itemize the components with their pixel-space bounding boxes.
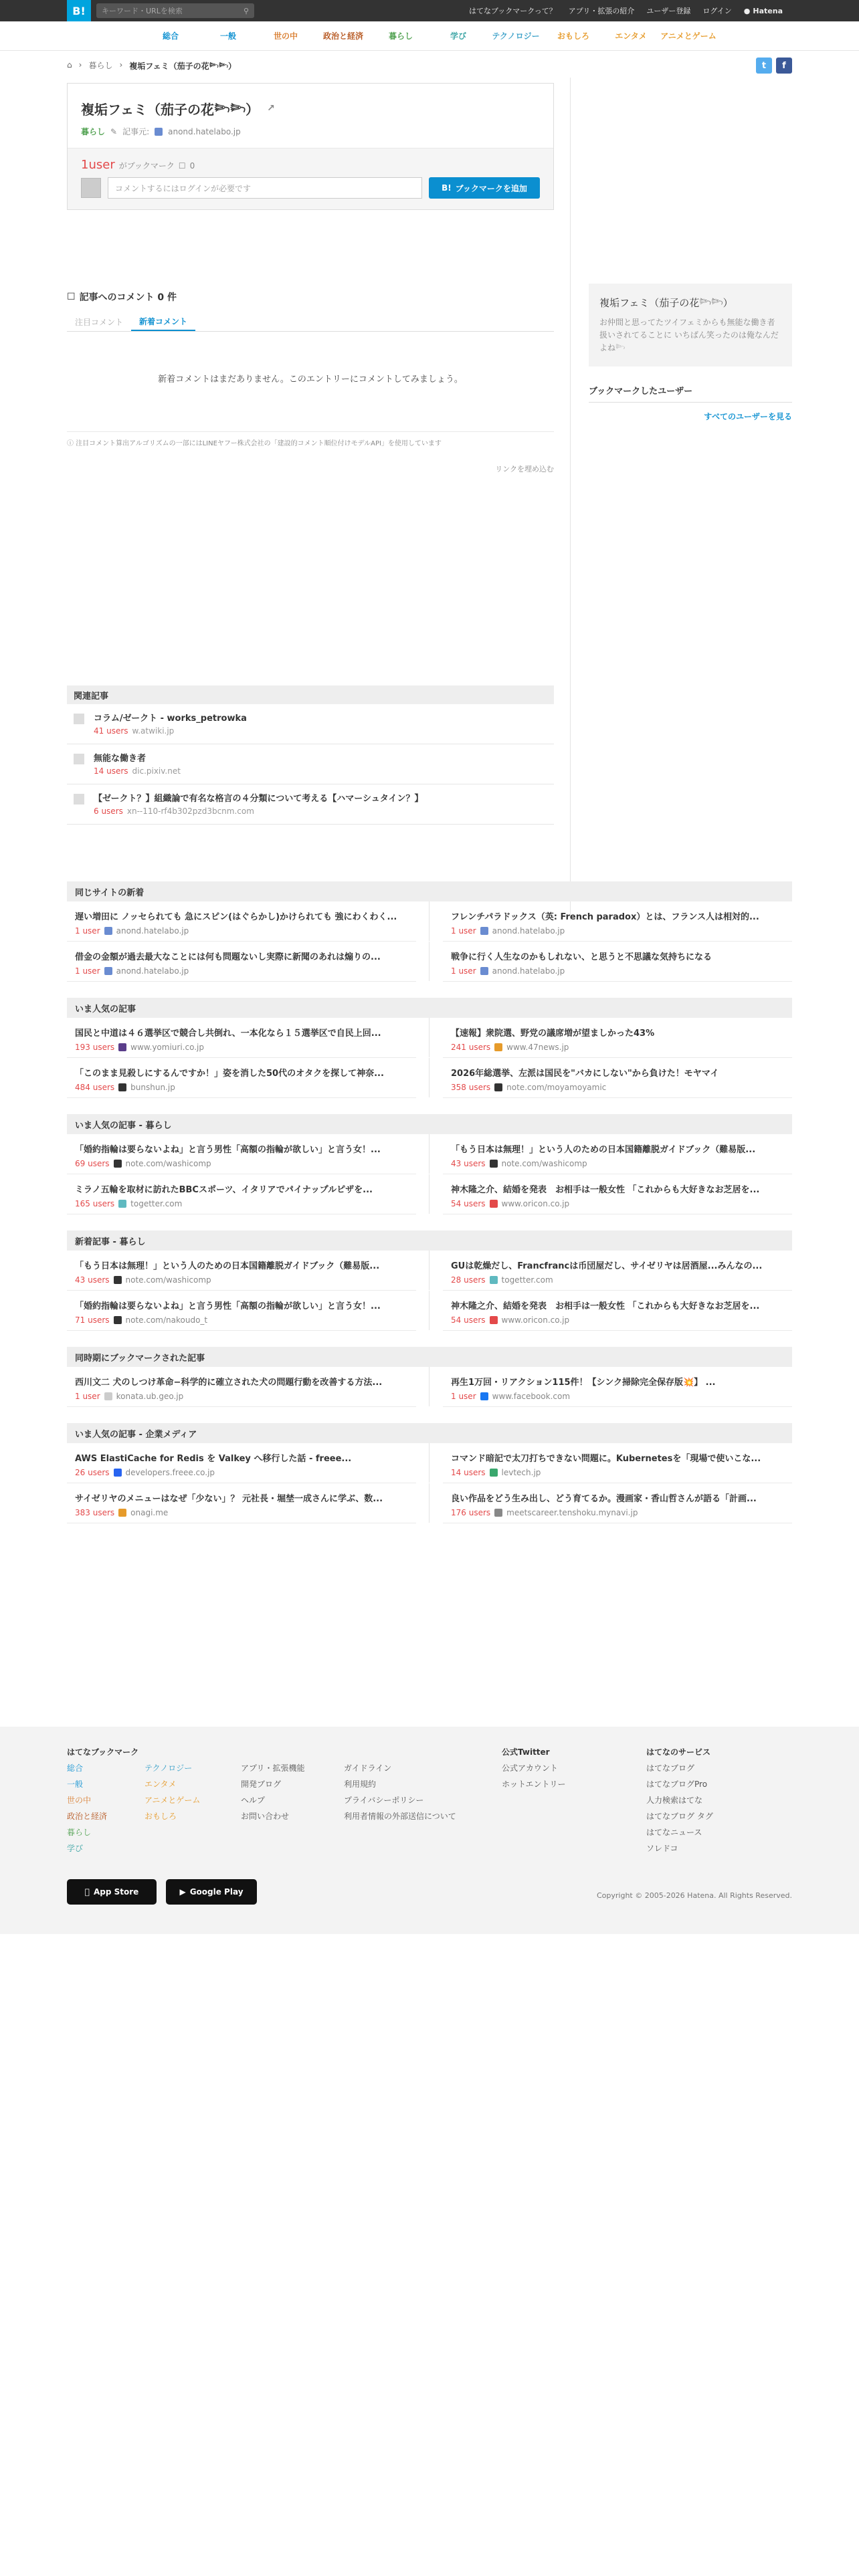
- category-link[interactable]: 学び: [450, 31, 466, 41]
- empty-comments-message: 新着コメントはまだありません。このエントリーにコメントしてみましょう。: [158, 374, 463, 385]
- comment-count: 0: [189, 161, 195, 171]
- article-users[interactable]: 54 users: [451, 1315, 486, 1325]
- tab-popular-comments[interactable]: 注目コメント: [75, 318, 124, 327]
- article-title[interactable]: 【速報】衆院選、野党の議席増が望ましかった43%: [451, 1029, 655, 1039]
- section-title: いま人気の記事 - 暮らし: [67, 1114, 792, 1134]
- footer-link[interactable]: ソレドコ: [646, 1844, 678, 1853]
- article-domain: note.com/washicomp: [125, 1159, 211, 1168]
- site-favicon-icon: [480, 967, 488, 975]
- article-item[interactable]: [443, 1134, 792, 1174]
- footer-link[interactable]: エンタメ: [145, 1780, 177, 1789]
- edit-icon[interactable]: ✎: [110, 126, 118, 136]
- hatena-brand-icon: ●: [743, 6, 751, 15]
- article-users[interactable]: 43 users: [451, 1159, 486, 1168]
- site-favicon-icon: [480, 1392, 488, 1400]
- article-item[interactable]: [443, 1367, 792, 1407]
- related-item-domain: w.atwiki.jp: [132, 726, 175, 736]
- site-favicon-icon: [104, 1392, 112, 1400]
- login-link[interactable]: ログイン: [702, 7, 732, 15]
- summary-title: 複垢フェミ（茄子の花𓆸𓆸）: [599, 297, 733, 309]
- related-thumbnail-icon: [74, 714, 84, 724]
- article-title[interactable]: 神木隆之介、結婚を発表 お相手は一般女性 「これからも大好きなお芝居を...: [451, 1301, 760, 1311]
- article-meta: [75, 1083, 408, 1092]
- entry-summary: [589, 284, 792, 366]
- about-link[interactable]: はてなブックマークって？: [468, 7, 557, 15]
- article-item[interactable]: [443, 1058, 792, 1098]
- site-favicon-icon: [494, 1043, 502, 1051]
- comment-icon: ☐: [67, 292, 76, 302]
- search-input[interactable]: [96, 3, 254, 18]
- site-favicon-icon: [494, 1509, 502, 1517]
- footer-link[interactable]: 人力検索はてな: [646, 1796, 703, 1805]
- bookmark-icon: B!: [442, 183, 452, 193]
- related-item-users[interactable]: 14 users: [94, 766, 128, 776]
- article-meta: [75, 926, 408, 936]
- article-item[interactable]: [67, 1018, 416, 1058]
- article-title[interactable]: 借金の金額が過去最大なことには何も問題ないし実際に新聞のあれは煽りの...: [75, 952, 381, 962]
- article-meta: [75, 1468, 408, 1477]
- article-item[interactable]: [443, 1251, 792, 1291]
- article-users[interactable]: 484 users: [75, 1083, 115, 1092]
- category-link[interactable]: アニメとゲーム: [660, 31, 717, 41]
- footer-link[interactable]: 一般: [67, 1780, 84, 1789]
- section-title: いま人気の記事: [67, 998, 792, 1018]
- related-item[interactable]: [67, 784, 554, 825]
- twitter-share-icon[interactable]: t: [756, 58, 772, 74]
- article-title[interactable]: コマンド暗記で太刀打ちできない問題に。Kubernetesを「現場で使いこな...: [451, 1454, 761, 1464]
- article-title[interactable]: ミラノ五輪を取材に訪れたBBCスポーツ、イタリアでパイナップルピザを...: [75, 1185, 373, 1195]
- article-domain: note.com/washicomp: [501, 1159, 587, 1168]
- top-bar: [0, 0, 859, 21]
- article-title[interactable]: 戦争に行く人生なのかもしれない、と思うと不思議な気持ちになる: [451, 952, 712, 962]
- apple-icon: [85, 1887, 90, 1897]
- article-domain: onagi.me: [130, 1508, 169, 1517]
- footer-bookmark-head: はてなブックマーク: [67, 1747, 139, 1757]
- site-favicon-icon: [118, 1083, 126, 1091]
- related-item-domain: dic.pixiv.net: [132, 766, 181, 776]
- article-users[interactable]: 1 user: [451, 1392, 476, 1401]
- search-icon[interactable]: ⚲: [243, 6, 249, 15]
- article-meta: [451, 1199, 784, 1208]
- entry-page: [67, 51, 792, 920]
- article-title[interactable]: GUは乾燥だし、Francfrancは币団屋だし、サイゼリヤは居酒屋...みんなの...: [451, 1261, 763, 1271]
- site-favicon-icon: [104, 967, 112, 975]
- article-meta: [75, 1392, 408, 1401]
- footer-link[interactable]: 開発ブログ: [241, 1780, 282, 1789]
- article-domain: togetter.com: [501, 1275, 553, 1285]
- footer-twitter: [502, 1744, 566, 1792]
- sidebar: [589, 83, 792, 422]
- article-domain: anond.hatelabo.jp: [492, 926, 565, 936]
- article-title[interactable]: 「婚約指輪は要らないよね」と言う男性「高額の指輪が欲しい」と言う女！...: [75, 1301, 381, 1311]
- article-users[interactable]: 165 users: [75, 1199, 115, 1208]
- footer-policy-links: [344, 1760, 456, 1824]
- article-users[interactable]: 71 users: [75, 1315, 110, 1325]
- article-domain: anond.hatelabo.jp: [116, 926, 189, 936]
- footer-link[interactable]: はてなニュース: [646, 1828, 702, 1837]
- copyright: Copyright © 2005-2026 Hatena. All Rights Reserved.: [596, 1891, 792, 1900]
- article-users[interactable]: 193 users: [75, 1043, 115, 1052]
- footer-link[interactable]: 世の中: [67, 1796, 92, 1805]
- article-domain: www.oricon.co.jp: [501, 1199, 570, 1208]
- article-users[interactable]: 383 users: [75, 1508, 115, 1517]
- article-meta: [451, 1468, 784, 1477]
- footer-categories: [67, 1744, 138, 1856]
- article-meta: [451, 1508, 784, 1517]
- hatena-logo[interactable]: ● Hatena: [743, 6, 783, 15]
- article-domain: anond.hatelabo.jp: [492, 966, 565, 976]
- related-item-meta: [94, 726, 247, 736]
- article-item[interactable]: [67, 1443, 416, 1483]
- article-users[interactable]: 26 users: [75, 1468, 110, 1477]
- article-title[interactable]: 再生1万回・リアクション115件！【シンク掃除完全保存版💥】 ...: [451, 1378, 716, 1388]
- breadcrumb-current: 複垢フェミ（茄子の花𓆸𓆸）: [129, 62, 236, 71]
- site-favicon-icon: [494, 1083, 502, 1091]
- article-item[interactable]: [67, 1058, 416, 1098]
- site-favicon-icon: [114, 1469, 122, 1477]
- article-domain: note.com/nakoudo_t: [125, 1315, 208, 1325]
- info-icon: ⓘ: [67, 440, 74, 447]
- register-link[interactable]: ユーザー登録: [646, 7, 691, 15]
- section-title: いま人気の記事 - 企業メディア: [67, 1423, 792, 1443]
- section-grid: [67, 1251, 792, 1331]
- footer-link[interactable]: はてなブログ: [646, 1763, 695, 1773]
- breadcrumb-sep-icon: ›: [119, 60, 123, 70]
- site-favicon-icon: [490, 1276, 498, 1284]
- comments-section: [67, 290, 554, 474]
- article-domain: www.47news.jp: [506, 1043, 569, 1052]
- related-item-title[interactable]: 無能な働き者: [94, 754, 147, 764]
- site-favicon-icon: [118, 1509, 126, 1517]
- footer-link[interactable]: はてなブログPro: [646, 1780, 708, 1789]
- footer-link[interactable]: ヘルプ: [241, 1796, 266, 1805]
- section-grid: [67, 1367, 792, 1407]
- footer: [0, 1727, 859, 1934]
- article-item[interactable]: [67, 1251, 416, 1291]
- article-meta: [451, 1275, 784, 1285]
- article-users[interactable]: 1 user: [75, 926, 100, 936]
- article-domain: anond.hatelabo.jp: [116, 966, 189, 976]
- comment-input[interactable]: コメントするにはログインが必要です: [108, 177, 422, 199]
- article-domain: levtech.jp: [501, 1468, 541, 1477]
- category-link[interactable]: 一般: [219, 31, 236, 41]
- footer-link[interactable]: 公式アカウント: [502, 1763, 558, 1773]
- article-users[interactable]: 1 user: [451, 926, 476, 936]
- site-favicon-icon: [490, 1316, 498, 1324]
- site-favicon-icon: [480, 927, 488, 935]
- site-favicon-icon: [490, 1200, 498, 1208]
- comments-title: ☐ 記事へのコメント 0 件: [67, 292, 177, 303]
- article-meta: [75, 1043, 408, 1052]
- site-favicon-icon: [104, 927, 112, 935]
- article-item[interactable]: [67, 1483, 416, 1523]
- article-title[interactable]: 良い作品をどう生み出し、どう育てるか。漫画家・香山哲さんが語る「計画...: [451, 1494, 757, 1504]
- article-meta: [451, 1043, 784, 1052]
- article-meta: [451, 1392, 784, 1401]
- article-title[interactable]: 神木隆之介、結婚を発表 お相手は一般女性 「これからも大好きなお芝居を...: [451, 1185, 760, 1195]
- article-title[interactable]: AWS ElastiCache for Redis を Valkey へ移行した話 - freee...: [75, 1454, 352, 1464]
- category-link[interactable]: 世の中: [273, 31, 298, 41]
- article-domain: note.com/washicomp: [125, 1275, 211, 1285]
- summary-text: お仲間と思ってたツイフェミからも無能な働き者扱いされてることに いちばん笑ったのは俺なんだよね𓆸: [599, 318, 779, 352]
- related-title: 関連記事: [67, 685, 554, 704]
- category-link[interactable]: テクノロジー: [492, 31, 540, 41]
- all-users-link[interactable]: すべてのユーザーを見る: [704, 412, 792, 421]
- article-title[interactable]: 「もう日本は無理！」という人のための日本国籍離脱ガイドブック（難易版...: [75, 1261, 380, 1271]
- footer-link[interactable]: おもしろ: [145, 1812, 177, 1821]
- footer-link[interactable]: ガイドライン: [344, 1763, 392, 1773]
- article-domain: togetter.com: [130, 1199, 183, 1208]
- article-title[interactable]: 国民と中道は４６選挙区で競合し共倒れ、一本化なら１５選挙区で自民上回...: [75, 1029, 381, 1039]
- section-title: 同じサイトの新着: [67, 881, 792, 901]
- related-item-title[interactable]: 【ゼークト？】組織論で有名な格言の４分類について考える【ハマーシュタイン？】: [94, 794, 423, 804]
- algorithm-note: ⓘ 注目コメント算出アルゴリズムの一部にはLINEヤフー株式会社の「建設的コメント順位付けモデルAPI」を使用しています: [67, 431, 554, 447]
- apps-link[interactable]: アプリ・拡張の紹介: [568, 7, 635, 15]
- share-buttons: [756, 58, 792, 74]
- site-favicon-icon: [490, 1160, 498, 1168]
- article-item[interactable]: [443, 1291, 792, 1331]
- google-play-button[interactable]: ▶ Google Play: [166, 1879, 257, 1905]
- article-item[interactable]: [67, 942, 416, 982]
- article-item[interactable]: [67, 1367, 416, 1407]
- article-item[interactable]: [443, 1443, 792, 1483]
- footer-link[interactable]: 総合: [67, 1763, 84, 1773]
- site-favicon-icon: [114, 1160, 122, 1168]
- entry-domain[interactable]: anond.hatelabo.jp: [168, 126, 241, 136]
- footer-links: [241, 1760, 305, 1824]
- tab-new-comments[interactable]: 新着コメント: [131, 313, 195, 331]
- article-title[interactable]: 「もう日本は無理！」という人のための日本国籍離脱ガイドブック（難易版...: [451, 1145, 756, 1155]
- related-thumbnail-icon: [74, 754, 84, 764]
- entry-category[interactable]: 暮らし: [81, 127, 106, 136]
- article-item[interactable]: [443, 1483, 792, 1523]
- related-section: [67, 685, 554, 825]
- footer-link[interactable]: 学び: [67, 1844, 84, 1853]
- article-title[interactable]: フレンチパラドックス（英: French paradox）とは、フランス人は相対的...: [451, 912, 759, 922]
- related-item-meta: [94, 766, 181, 776]
- bookmark-count: 1user がブックマーク ☐ 0: [81, 158, 195, 172]
- breadcrumb: [67, 51, 792, 79]
- section-grid: [67, 1443, 792, 1523]
- article-domain: www.facebook.com: [492, 1392, 571, 1401]
- embed-link[interactable]: リンクを埋め込む: [495, 465, 554, 473]
- footer-link[interactable]: アニメとゲーム: [145, 1796, 201, 1805]
- article-title[interactable]: 西川文二 犬のしつけ革命−科学的に確立された犬の問題行動を改善する方法...: [75, 1378, 383, 1388]
- site-favicon-icon: [118, 1043, 126, 1051]
- article-users[interactable]: 1 user: [75, 1392, 100, 1401]
- article-item[interactable]: [443, 1018, 792, 1058]
- top-links: [469, 5, 783, 16]
- category-link[interactable]: 総合: [162, 31, 179, 41]
- related-thumbnail-icon: [74, 794, 84, 804]
- article-users[interactable]: 14 users: [451, 1468, 486, 1477]
- footer-services-head: はてなのサービス: [646, 1747, 711, 1757]
- article-domain: bunshun.jp: [130, 1083, 175, 1092]
- related-item[interactable]: [67, 744, 554, 784]
- section-grid: [67, 1134, 792, 1214]
- article-domain: www.oricon.co.jp: [501, 1315, 570, 1325]
- source-label: 記事元:: [122, 127, 150, 136]
- site-favicon-icon: [114, 1316, 122, 1324]
- column-divider: [570, 78, 571, 920]
- article-users[interactable]: 176 users: [451, 1508, 491, 1517]
- related-item-domain: xn--110-rf4b302pzd3bcnm.com: [126, 807, 254, 816]
- article-users[interactable]: 1 user: [451, 966, 476, 976]
- avatar: [81, 178, 101, 198]
- comment-tabs: [67, 313, 554, 332]
- section-title: 新着記事 - 暮らし: [67, 1230, 792, 1251]
- article-meta: [451, 1315, 784, 1325]
- article-meta: [75, 966, 408, 976]
- article-users[interactable]: 69 users: [75, 1159, 110, 1168]
- hatena-bookmark-logo[interactable]: B!: [67, 0, 91, 21]
- footer-categories-2: [145, 1760, 200, 1824]
- entry-title[interactable]: 複垢フェミ（茄子の花𓆸𓆸） ↗: [81, 102, 275, 118]
- site-favicon: [155, 128, 163, 136]
- article-users[interactable]: 1 user: [75, 966, 100, 976]
- article-meta: [75, 1508, 408, 1517]
- site-favicon-icon: [114, 1276, 122, 1284]
- home-icon[interactable]: ⌂: [67, 60, 72, 70]
- footer-link[interactable]: ホットエントリー: [502, 1780, 566, 1789]
- article-title[interactable]: サイゼリヤのメニューはなぜ「少ない」？ 元社長・堀埜一成さんに学ぶ、数...: [75, 1494, 383, 1504]
- facebook-share-icon[interactable]: f: [776, 58, 792, 74]
- article-item[interactable]: [67, 1134, 416, 1174]
- article-domain: note.com/moyamoyamic: [506, 1083, 607, 1092]
- article-title[interactable]: 遅い増田に ノッセられても 急にスピン(はぐらかし)かけられても 強にわくわく...: [75, 912, 397, 922]
- related-item-title[interactable]: コラム/ゼークト - works_petrowka: [94, 714, 247, 724]
- category-link[interactable]: エンタメ: [615, 31, 647, 41]
- article-meta: [451, 926, 784, 936]
- article-meta: [75, 1315, 408, 1325]
- breadcrumb-sep-icon: ›: [78, 60, 82, 70]
- section-grid: [67, 901, 792, 982]
- article-sections: [67, 881, 792, 1539]
- add-bookmark-button[interactable]: B! ブックマークを追加: [429, 177, 540, 199]
- article-title[interactable]: 「このまま見殺しにするんですか！」姿を消した50代のオタクを探して神奈...: [75, 1069, 384, 1079]
- article-meta: [75, 1199, 408, 1208]
- site-favicon-icon: [490, 1469, 498, 1477]
- article-meta: [451, 1083, 784, 1092]
- footer-link[interactable]: 暮らし: [67, 1828, 92, 1837]
- breadcrumb-category[interactable]: 暮らし: [88, 60, 113, 70]
- section-title: 同時期にブックマークされた記事: [67, 1347, 792, 1367]
- related-item-users[interactable]: 6 users: [94, 807, 123, 816]
- article-users[interactable]: 358 users: [451, 1083, 491, 1092]
- article-item[interactable]: [67, 1291, 416, 1331]
- entry-meta: [81, 126, 540, 137]
- article-item[interactable]: [443, 901, 792, 942]
- article-item[interactable]: [443, 942, 792, 982]
- related-item-users[interactable]: 41 users: [94, 726, 128, 736]
- article-meta: [75, 1159, 408, 1168]
- article-domain: konata.ub.geo.jp: [116, 1392, 184, 1401]
- article-item[interactable]: [67, 901, 416, 942]
- bookmark-users[interactable]: 1user: [81, 158, 115, 172]
- comment-icon: ☐: [178, 161, 186, 171]
- article-users[interactable]: 241 users: [451, 1043, 491, 1052]
- footer-link[interactable]: 利用規約: [344, 1780, 377, 1789]
- article-domain: www.yomiuri.co.jp: [130, 1043, 204, 1052]
- article-users[interactable]: 54 users: [451, 1199, 486, 1208]
- related-item[interactable]: [67, 704, 554, 744]
- article-domain: developers.freee.co.jp: [125, 1468, 215, 1477]
- site-favicon-icon: [118, 1200, 126, 1208]
- footer-link[interactable]: 利用者情報の外部送信について: [344, 1812, 456, 1821]
- external-link-icon[interactable]: ↗: [267, 102, 275, 114]
- footer-link[interactable]: アプリ・拡張機能: [241, 1763, 305, 1773]
- footer-link[interactable]: はてなブログ タグ: [646, 1812, 713, 1821]
- article-users[interactable]: 28 users: [451, 1275, 486, 1285]
- category-nav: [0, 21, 859, 51]
- category-link[interactable]: おもしろ: [557, 31, 589, 41]
- entry-card: [67, 83, 554, 210]
- related-item-meta: [94, 807, 423, 816]
- article-title[interactable]: 「婚約指輪は要らないよね」と言う男性「高額の指輪が欲しい」と言う女！...: [75, 1145, 381, 1155]
- article-title[interactable]: 2026年総選挙、左派は国民を"バカにしない"から負けた！モヤマイ: [451, 1069, 719, 1079]
- footer-link[interactable]: 政治と経済: [67, 1812, 108, 1821]
- search-placeholder: キーワード・URLを検索: [102, 7, 183, 15]
- footer-services: [646, 1744, 713, 1856]
- article-item[interactable]: [443, 1174, 792, 1214]
- article-domain: meetscareer.tenshoku.mynavi.jp: [506, 1508, 638, 1517]
- bookmark-users-title: ブックマークしたユーザー: [589, 384, 792, 403]
- article-meta: [451, 1159, 784, 1168]
- category-link[interactable]: 暮らし: [388, 31, 413, 41]
- footer-link[interactable]: お問い合わせ: [241, 1812, 290, 1821]
- article-meta: [451, 966, 784, 976]
- footer-link[interactable]: プライバシーポリシー: [344, 1796, 424, 1805]
- play-icon: ▶: [179, 1887, 186, 1897]
- category-link[interactable]: 政治と経済: [322, 31, 363, 41]
- article-item[interactable]: [67, 1174, 416, 1214]
- main-column: [67, 83, 554, 825]
- section-grid: [67, 1018, 792, 1098]
- app-store-button[interactable]: App Store: [67, 1879, 157, 1905]
- article-meta: [75, 1275, 408, 1285]
- footer-link[interactable]: テクノロジー: [145, 1763, 193, 1773]
- footer-twitter-head: 公式Twitter: [502, 1747, 550, 1757]
- article-users[interactable]: 43 users: [75, 1275, 110, 1285]
